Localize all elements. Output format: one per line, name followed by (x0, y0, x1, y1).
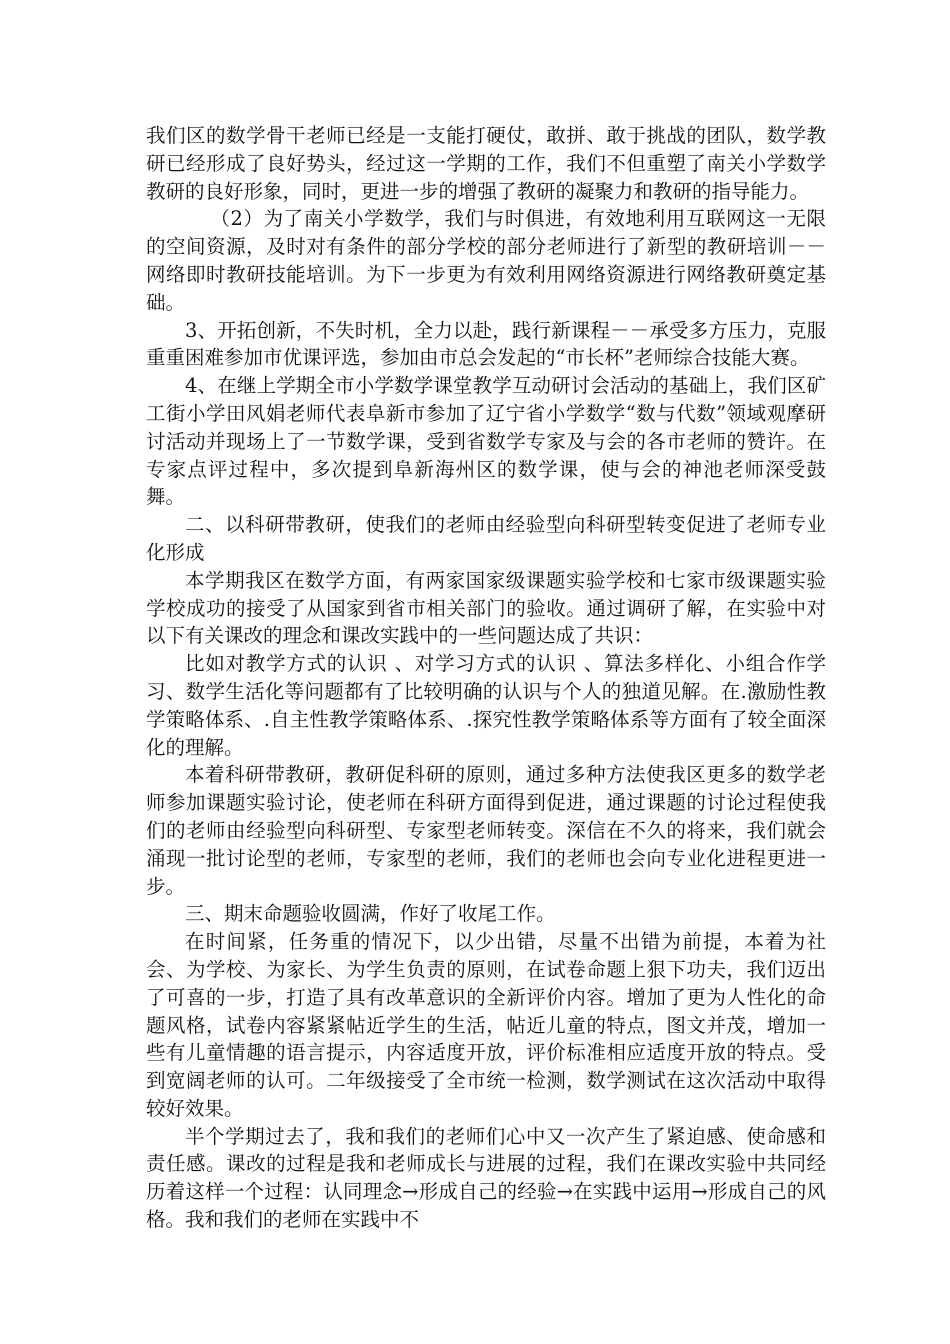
paragraph-observation-lesson: 4、在继上学期全市小学数学课堂教学互动研讨会活动的基础上，我们区矿工街小学田风娟老师代表阜新市参加了辽宁省小学数学“数与代数”领域观摩研讨活动并现场上了一节数学课，受到省数学专家及与会的各市老师的赞许。在专家点评过程中，多次提到阜新海州区的数学课，使与会的神池老师深受鼓舞。 (146, 374, 826, 509)
paragraph-exam-design: 在时间紧，任务重的情况下，以少出错，尽量不出错为前提，本着为社会、为学校、为家长、为学生负责的原则，在试卷命题上狠下功夫，我们迈出了可喜的一步，打造了具有改革意识的全新评价内容。增加了更为人性化的命题风格，试卷内容紧紧帖近学生的生活，帖近儿童的特点，图文并茂，增加一些有儿童情趣的语言提示，内容适度开放，评价标准相应适度开放的特点。受到宽阔老师的认可。二年级接受了全市统一检测，数学测试在这次活动中取得较好效果。 (146, 930, 826, 1120)
paragraph-team-summary: 我们区的数学骨干老师已经是一支能打硬仗，敢拼、敢于挑战的团队，数学教研已经形成了良好势头，经过这一学期的工作，我们不但重塑了南关小学数学教研的良好形象，同时，更进一步的增强了教研的凝聚力和教研的指导能力。 (146, 124, 826, 203)
section-heading-research: 二、以科研带教研，使我们的老师由经验型向科研型转变促进了老师专业化形成 (146, 513, 826, 564)
paragraph-online-training: （2）为了南关小学数学，我们与时俱进，有效地利用互联网这一无限的空间资源，及时对有条件的部分学校的部分老师进行了新型的教研培训－－网络即时教研技能培训。为下一步更为有效利用网络资源进行网络教研奠定基础。 (146, 207, 826, 314)
paragraph-research-principle: 本着科研带教研，教研促科研的原则，通过多种方法使我区更多的数学老师参加课题实验讨论，使老师在科研方面得到促进，通过课题的讨论过程使我们的老师由经验型向科研型、专家型老师转变。深信在不久的将来，我们就会涌现一批讨论型的老师，专家型的老师，我们的老师也会向专业化进程更进一步。 (146, 763, 826, 898)
section-heading-exam: 三、期末命题验收圆满，作好了收尾工作。 (185, 902, 556, 926)
paragraph-research-schools: 本学期我区在数学方面，有两家国家级课题实验学校和七家市级课题实验学校成功的接受了从国家到省市相关部门的验收。通过调研了解，在实验中对以下有关课改的理念和课改实践中的一些问题达成了共识： (146, 568, 826, 648)
document-page (146, 122, 826, 1234)
paragraph-innovation: 3、开拓创新，不失时机，全力以赴，践行新课程－－承受多方压力，克服重重困难参加市优课评选，参加由市总会发起的“市长杯”老师综合技能大赛。 (146, 318, 826, 370)
paragraph-consensus: 比如对教学方式的认识 、对学习方式的认识 、算法多样化、小组合作学习、数学生活化等问题都有了比较明确的认识与个人的独道见解。在.激励性教学策略体系、.自主性教学策略体系、.探究性教学策略体系等方面有了较全面深化的理解。 (146, 652, 826, 759)
paragraph-reflection: 半个学期过去了，我和我们的老师们心中又一次产生了紧迫感、使命感和责任感。课改的过程是我和老师成长与进展的过程，我们在课改实验中共同经历着这样一个过程：认同理念→形成自己的经验→在实践中运用→形成自己的风格。我和我们的老师在实践中不 (146, 1124, 826, 1232)
